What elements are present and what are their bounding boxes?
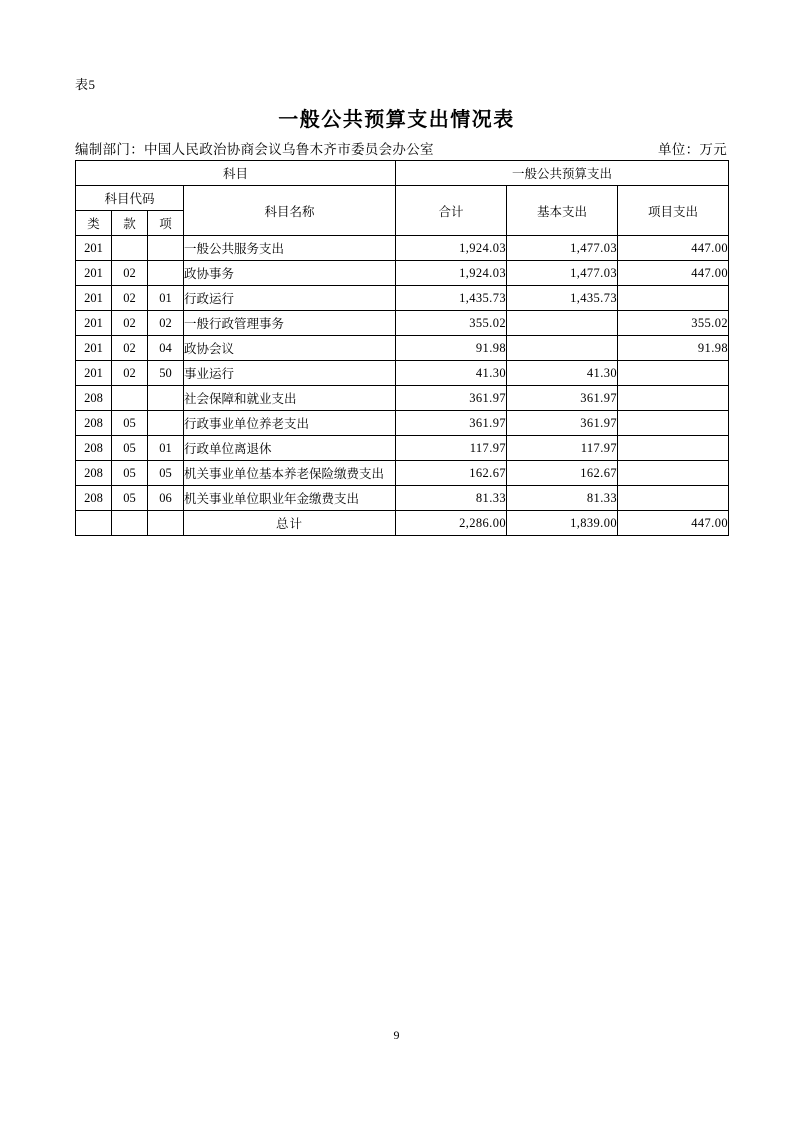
cell-name: 一般公共服务支出	[184, 236, 396, 261]
cell-name: 事业运行	[184, 361, 396, 386]
table-row	[76, 486, 729, 511]
header-total: 合计	[396, 186, 507, 236]
page-number: 9	[393, 1028, 400, 1042]
header-basic: 基本支出	[507, 186, 618, 236]
cell-name: 行政单位离退休	[184, 436, 396, 461]
cell-kuan: 02	[112, 361, 148, 386]
table-row	[76, 361, 729, 386]
cell-basic: 1,477.03	[507, 261, 618, 286]
cell-total: 1,924.03	[396, 236, 507, 261]
cell-lei: 201	[76, 261, 112, 286]
cell-total: 117.97	[396, 436, 507, 461]
cell-kuan: 05	[112, 436, 148, 461]
cell-kuan: 05	[112, 411, 148, 436]
cell-kuan	[112, 386, 148, 411]
cell-kuan	[112, 236, 148, 261]
header-name: 科目名称	[184, 186, 396, 236]
cell-basic: 81.33	[507, 486, 618, 511]
cell-project: 447.00	[618, 261, 729, 286]
cell-total: 361.97	[396, 386, 507, 411]
cell-project	[618, 361, 729, 386]
table-row	[76, 336, 729, 361]
cell-lei: 208	[76, 486, 112, 511]
cell-project	[618, 436, 729, 461]
cell-name: 行政事业单位养老支出	[184, 411, 396, 436]
cell-basic	[507, 336, 618, 361]
cell-kuan: 02	[112, 261, 148, 286]
cell-xiang: 50	[148, 361, 184, 386]
header-project: 项目支出	[618, 186, 729, 236]
cell-xiang: 04	[148, 336, 184, 361]
total-label: 总计	[184, 511, 396, 536]
cell-project	[618, 411, 729, 436]
header-row-2	[76, 186, 729, 211]
cell-kuan: 05	[112, 486, 148, 511]
cell-project	[618, 461, 729, 486]
cell-lei: 201	[76, 361, 112, 386]
cell-project	[618, 486, 729, 511]
cell-project	[618, 286, 729, 311]
cell-total: 81.33	[396, 486, 507, 511]
cell-total: 1,435.73	[396, 286, 507, 311]
header-lei: 类	[76, 211, 112, 236]
header-kuan: 款	[112, 211, 148, 236]
header-code-group: 科目代码	[76, 186, 184, 211]
cell-basic: 1,477.03	[507, 236, 618, 261]
cell-basic	[507, 311, 618, 336]
cell-name: 政协事务	[184, 261, 396, 286]
cell-kuan: 02	[112, 336, 148, 361]
table-label: 表5	[75, 77, 96, 92]
cell-total: 41.30	[396, 361, 507, 386]
cell-project: 355.02	[618, 311, 729, 336]
cell-project: 91.98	[618, 336, 729, 361]
cell-lei: 208	[76, 386, 112, 411]
cell-name: 一般行政管理事务	[184, 311, 396, 336]
cell-kuan: 02	[112, 286, 148, 311]
cell-xiang	[148, 411, 184, 436]
cell-xiang: 06	[148, 486, 184, 511]
table-row	[76, 411, 729, 436]
table-header	[76, 161, 729, 236]
table-row	[76, 461, 729, 486]
cell-lei: 208	[76, 461, 112, 486]
unit-line: 单位：万元	[658, 142, 727, 157]
cell-project: 447.00	[618, 236, 729, 261]
total-project: 447.00	[618, 511, 729, 536]
cell-basic: 1,435.73	[507, 286, 618, 311]
cell-total: 355.02	[396, 311, 507, 336]
cell-xiang: 05	[148, 461, 184, 486]
budget-expenditure-table	[75, 160, 729, 536]
cell-name: 政协会议	[184, 336, 396, 361]
cell-basic: 162.67	[507, 461, 618, 486]
page-title: 一般公共预算支出情况表	[278, 109, 515, 131]
table-total-row	[76, 511, 729, 536]
cell-basic: 117.97	[507, 436, 618, 461]
header-row-1	[76, 161, 729, 186]
header-xiang: 项	[148, 211, 184, 236]
cell-name: 机关事业单位职业年金缴费支出	[184, 486, 396, 511]
cell-kuan: 02	[112, 311, 148, 336]
cell-total: 361.97	[396, 411, 507, 436]
document-meta	[75, 138, 727, 158]
cell-xiang: 01	[148, 436, 184, 461]
table-row	[76, 261, 729, 286]
cell-basic: 361.97	[507, 411, 618, 436]
cell-name: 机关事业单位基本养老保险缴费支出	[184, 461, 396, 486]
cell-xiang	[148, 386, 184, 411]
table-body	[76, 236, 729, 511]
cell-lei: 208	[76, 436, 112, 461]
total-kuan	[112, 511, 148, 536]
cell-basic: 361.97	[507, 386, 618, 411]
total-total: 2,286.00	[396, 511, 507, 536]
cell-xiang: 02	[148, 311, 184, 336]
cell-lei: 201	[76, 286, 112, 311]
department-line: 编制部门：中国人民政治协商会议乌鲁木齐市委员会办公室	[75, 142, 434, 157]
table-row	[76, 311, 729, 336]
cell-lei: 208	[76, 411, 112, 436]
table-row	[76, 286, 729, 311]
table-row	[76, 436, 729, 461]
cell-xiang: 01	[148, 286, 184, 311]
table-footer	[76, 511, 729, 536]
cell-lei: 201	[76, 336, 112, 361]
total-lei	[76, 511, 112, 536]
cell-total: 162.67	[396, 461, 507, 486]
cell-name: 行政运行	[184, 286, 396, 311]
cell-total: 1,924.03	[396, 261, 507, 286]
cell-basic: 41.30	[507, 361, 618, 386]
table-row	[76, 386, 729, 411]
cell-lei: 201	[76, 236, 112, 261]
total-xiang	[148, 511, 184, 536]
cell-name: 社会保障和就业支出	[184, 386, 396, 411]
cell-total: 91.98	[396, 336, 507, 361]
cell-project	[618, 386, 729, 411]
cell-kuan: 05	[112, 461, 148, 486]
cell-xiang	[148, 236, 184, 261]
table-row	[76, 236, 729, 261]
cell-xiang	[148, 261, 184, 286]
cell-lei: 201	[76, 311, 112, 336]
total-basic: 1,839.00	[507, 511, 618, 536]
header-subject-group: 科目	[76, 161, 396, 186]
header-expenditure-group: 一般公共预算支出	[396, 161, 729, 186]
